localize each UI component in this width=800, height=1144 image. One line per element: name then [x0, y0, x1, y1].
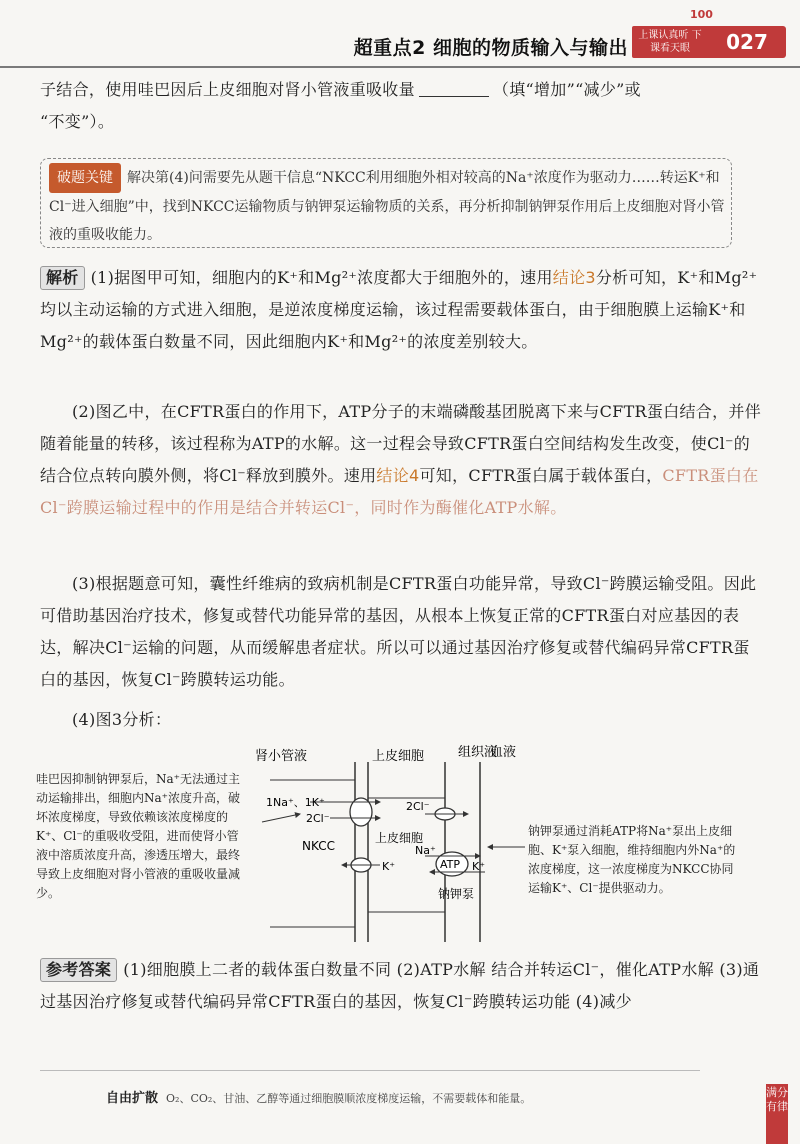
chapter-title: 超重点2 细胞的物质输入与输出: [353, 37, 628, 59]
key-hint-label: 破题关键: [49, 163, 121, 193]
label-na-k-pump: 钠钾泵: [438, 887, 475, 901]
page-header: [0, 0, 800, 68]
label-epithelial-top: 上皮细胞: [372, 749, 425, 764]
figure-3-diagram: [30, 742, 790, 952]
diagram-note-right: 钠钾泵通过消耗ATP将Na⁺泵出上皮细胞、K⁺泵入细胞，维持细胞内外Na⁺的浓度梯度，这一浓度梯度为NKCC协同运输K⁺、Cl⁻提供驱动力。: [528, 824, 736, 895]
analysis-p2-faded: CFTR蛋白在Cl⁻跨膜运输过程中的作用是结合并转运Cl⁻，同时作为酶催化ATP水解。: [40, 466, 759, 517]
intro-line2: “不变”）。: [40, 112, 115, 131]
footer-divider: [40, 1070, 700, 1071]
footer-text: O₂、CO₂、甘油、乙醇等通过细胞膜顺浓度梯度运输，不需要载体和能量。: [166, 1092, 532, 1105]
footer-label: 自由扩散: [106, 1091, 159, 1106]
answer-label: 参考答案: [40, 958, 117, 982]
label-epithelial-mid: 上皮细胞: [375, 831, 424, 845]
analysis-p2-a: (2)图乙中，在CFTR蛋白的作用下，ATP分子的末端磷酸基团脱离下来与CFTR蛋白结合，并伴随着能量的转移，该过程称为ATP的水解。这一过程会导致CFTR蛋白空间结构发生改变，使Cl⁻的结合位点转向膜外侧，将Cl⁻释放到膜外。速用: [40, 402, 762, 485]
label-na-k: 1Na⁺、1K⁺: [266, 796, 325, 809]
intro-line1-after: （填“增加”“减少”或: [492, 80, 641, 99]
analysis-p4: (4)图3分析：: [72, 710, 172, 729]
page-number: 027: [708, 26, 786, 58]
header-slogan: 上课认真听 下课看天眼: [632, 26, 708, 58]
analysis-p3: (3)根据题意可知，囊性纤维病的致病机制是CFTR蛋白功能异常，导致Cl⁻跨膜运输受阻。因此可借助基因治疗技术，修复或替代功能异常的基因，从根本上恢复正常的CFTR蛋白对应基因的表达，解决Cl⁻运输的问题，从而缓解患者症状。所以可以通过基因治疗修复或替代编码异常CFTR蛋白的基因，恢复Cl⁻跨膜转运功能。: [40, 574, 757, 689]
footer-corner-tag: 满分有律: [766, 1084, 788, 1144]
label-atp: ATP: [440, 858, 461, 871]
key-hint-text: 解决第(4)问需要先从题干信息“NKCC利用细胞外相对较高的Na⁺浓度作为驱动力……转运K⁺和Cl⁻进入细胞”中，找到NKCC运输物质与钠钾泵运输物质的关系，再分析抑制钠钾泵作用后上皮细胞对肾小管液的重吸收能力。: [49, 170, 725, 243]
key-hint-text-block: [49, 163, 725, 249]
analysis-p1: [40, 262, 762, 358]
key-hint-box: [40, 158, 732, 248]
label-blood: 血液: [490, 745, 517, 760]
analysis-label: 解析: [40, 266, 85, 290]
analysis-p2-b: 可知，CFTR蛋白属于载体蛋白，: [419, 466, 663, 485]
intro-line1-before: 子结合，使用哇巴因后上皮细胞对肾小管液重吸收量: [40, 80, 415, 99]
reference-answer: [40, 954, 762, 1018]
label-k-left: K⁺: [382, 860, 396, 873]
conclusion-3-link: 结论3: [552, 268, 596, 287]
conclusion-4-link: 结论4: [376, 466, 420, 485]
left-callout-arrow: [262, 814, 300, 822]
label-na: Na⁺: [415, 844, 436, 857]
label-2cl-left: 2Cl⁻: [306, 812, 330, 825]
answer-blank: [419, 80, 489, 97]
label-tubule-fluid: 肾小管液: [255, 749, 308, 764]
answer-text: (1)细胞膜上二者的载体蛋白数量不同 (2)ATP水解 结合并转运Cl⁻，催化ATP水解 (3)通过基因治疗修复或替代编码异常CFTR蛋白的基因，恢复Cl⁻跨膜转运功能 (4)减少: [40, 960, 760, 1011]
diagram-note-left: 哇巴因抑制钠钾泵后，Na⁺无法通过主动运输排出，细胞内Na⁺浓度升高，破坏浓度梯度，导致依赖该浓度梯度的K⁺、Cl⁻的重吸收受阻，进而使肾小管液中溶质浓度升高，渗透压增大，最终导致上皮细胞对肾小管液的重吸收量减少。: [36, 772, 241, 900]
analysis-p1-b: 分析可知，K⁺和Mg²⁺均以主动运输的方式进入细胞，是逆浓度梯度运输，该过程需要载体蛋白，由于细胞膜上运输K⁺和Mg²⁺的载体蛋白数量不同，因此细胞内K⁺和Mg²⁺的浓度差别较大。: [40, 268, 758, 351]
analysis-p2: [40, 396, 762, 524]
label-k-right: K⁺: [472, 860, 486, 873]
label-2cl-right: 2Cl⁻: [406, 800, 430, 813]
label-interstitial: 组织液: [458, 745, 498, 760]
intro-text: [40, 74, 762, 138]
score-badge: 100: [690, 8, 713, 21]
footer-note: [106, 1089, 531, 1109]
analysis-p1-a: (1)据图甲可知，细胞内的K⁺和Mg²⁺浓度都大于细胞外的，速用: [90, 268, 553, 287]
label-nkcc: NKCC: [302, 839, 335, 853]
